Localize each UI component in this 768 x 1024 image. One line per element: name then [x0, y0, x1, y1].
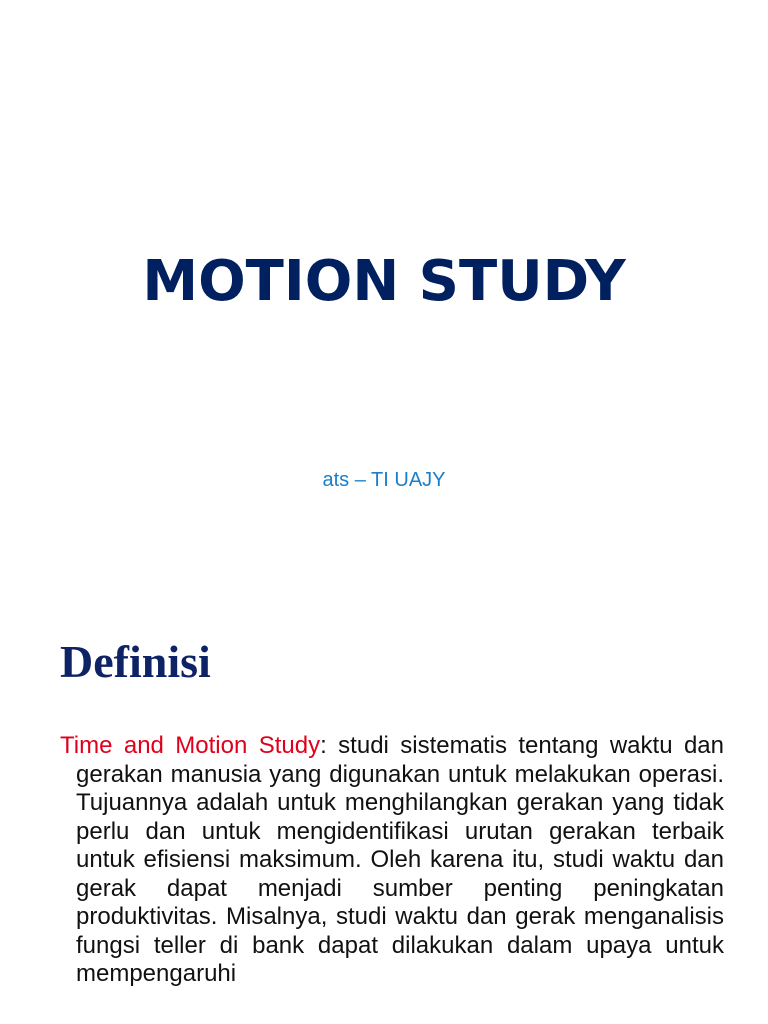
definition-term: Time and Motion Study	[60, 732, 321, 759]
definition-text: : studi sistematis tentang waktu dan gerakan manusia yang digunakan untuk melakukan operasi. Tujuannya adalah untuk menghilangkan gerakan yang tidak perlu dan untuk mengidentifikasi urutan gerakan terbaik untuk efisiensi maksimum. Oleh karena itu, studi waktu dan gerak dapat menjadi sumber penting peningkatan produktivitas. Misalnya, studi waktu dan gerak menganalisis fungsi teller di bank dapat dilakukan dalam upaya untuk mempengaruhi	[76, 732, 724, 987]
slide-title: MOTION STUDY	[142, 249, 626, 314]
slide-subtitle: ats – TI UAJY	[322, 469, 446, 491]
definition-paragraph	[60, 732, 724, 989]
definition-heading: Definisi	[60, 636, 211, 687]
